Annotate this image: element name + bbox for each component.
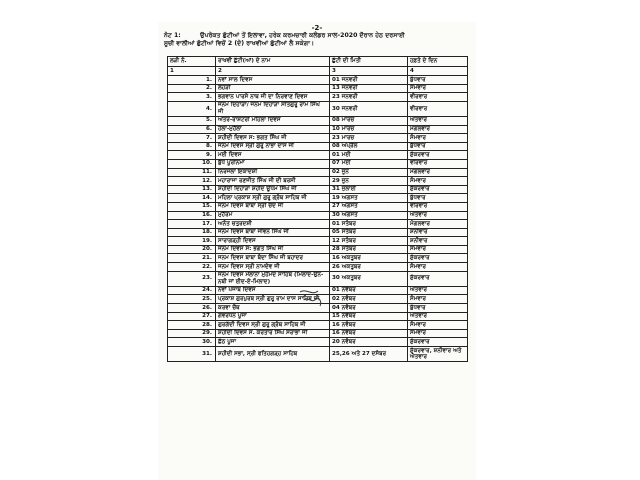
row-holiday-name: ਜਨਮ ਦਿਹਾੜਾ/ ਜਨਮ ਦਿਹਾੜਾ ਸਤਿਗੁਰੂ ਰਾਮ ਸਿੰਘ ਜੀ xyxy=(216,101,330,116)
row-holiday-name: ਸ਼ਹੀਦੀ ਸਭਾ, ਸ੍ਰੀ ਫਤਿਹਗੜ੍ਹ ਸਾਹਿਬ xyxy=(216,347,330,362)
row-date: 26 ਅਕਤੂਬਰ xyxy=(330,263,408,272)
note-line-1: ਉਪਰੋਕਤ ਛੁੱਟੀਆਂ ਤੋਂ ਇਲਾਵਾ, ਹਰੇਕ ਕਰਮਚਾਰੀ ਕਲੰਡਰ ਸਾਲ-2020 ਦੌਰਾਨ ਹੇਠ ਦਰਸਾਈ xyxy=(200,32,405,39)
row-holiday-name: ਸ਼ਹੀਦੀ ਦਿਵਸ ਸ: ਭਗਤ ਸਿੰਘ ਜੀ xyxy=(216,134,330,143)
table-row xyxy=(168,93,468,102)
table-row xyxy=(168,76,468,85)
table-row xyxy=(168,220,468,229)
table-row xyxy=(168,177,468,186)
row-weekday: ਵੀਰਵਾਰ xyxy=(408,93,468,102)
row-date: 31 ਜੁਲਾਈ xyxy=(330,185,408,194)
header-holiday-name: ਰਾਖਵੀਂ ਛੁੱਟੀ(ਆਂ) ਦੇ ਨਾਮ xyxy=(216,57,330,67)
row-holiday-name: ਜਨਮ ਦਿਵਸ ਸ੍ਰੀ ਗੁਰੂ ਨਾਭਾ ਦਾਸ ਜੀ xyxy=(216,142,330,151)
row-date: 20 ਨਵੰਬਰ xyxy=(330,338,408,347)
table-row xyxy=(168,347,468,362)
row-weekday: ਸੋਮਵਾਰ xyxy=(408,329,468,338)
row-weekday: ਸੋਮਵਾਰ xyxy=(408,245,468,254)
row-weekday: ਸੋਮਵਾਰ xyxy=(408,84,468,93)
row-date: 07 ਮਈ xyxy=(330,159,408,168)
row-date: 28 ਸਤੰਬਰ xyxy=(330,245,408,254)
row-weekday: ਐਤਵਾਰ xyxy=(408,286,468,295)
row-serial: 15. xyxy=(168,202,216,211)
table-row xyxy=(168,134,468,143)
row-holiday-name: ਅਨੰਤ ਚਤੁਰਦਸ਼ੀ xyxy=(216,220,330,229)
row-holiday-name: ਜਨਮ ਦਿਵਸ ਸ੍ਰੀ ਨਾਮਦੇਵ ਜੀ xyxy=(216,263,330,272)
row-date: 29 ਜੂਨ xyxy=(330,177,408,186)
page-number: -2- xyxy=(311,24,323,32)
column-number-row xyxy=(168,67,468,76)
table-row xyxy=(168,237,468,246)
handwritten-mark xyxy=(298,286,326,312)
row-date: 16 ਅਕਤੂਬਰ xyxy=(330,254,408,263)
row-date: 02 ਨਵੰਬਰ xyxy=(330,295,408,304)
table-row xyxy=(168,116,468,125)
row-serial: 30. xyxy=(168,338,216,347)
row-serial: 24. xyxy=(168,286,216,295)
row-weekday: ਸ਼ਨੀਵਾਰ xyxy=(408,228,468,237)
row-weekday: ਬੁੱਧਵਾਰ xyxy=(408,142,468,151)
row-serial: 21. xyxy=(168,254,216,263)
table-body xyxy=(168,76,468,362)
column-number: 4 xyxy=(408,67,468,76)
column-number: 1 xyxy=(168,67,216,76)
row-weekday: ਸ਼ੁੱਕਰਵਾਰ, ਸ਼ਨੀਵਾਰ ਅਤੇ ਐਤਵਾਰ xyxy=(408,347,468,362)
row-serial: 17. xyxy=(168,220,216,229)
row-weekday: ਬੁੱਧਵਾਰ xyxy=(408,194,468,203)
row-serial: 29. xyxy=(168,329,216,338)
row-serial: 2. xyxy=(168,84,216,93)
table-row xyxy=(168,125,468,134)
row-holiday-name: ਗੁਰਗੱਦੀ ਦਿਵਸ ਸ੍ਰੀ ਗੁਰੂ ਗ੍ਰੰਥ ਸਾਹਿਬ ਜੀ xyxy=(216,321,330,330)
row-date: 08 ਮਾਰਚ xyxy=(330,116,408,125)
note-paragraph xyxy=(164,32,472,48)
row-serial: 14. xyxy=(168,194,216,203)
row-serial: 1. xyxy=(168,76,216,85)
header-date: ਛੁੱਟੀ ਦੀ ਮਿਤੀ xyxy=(330,57,408,67)
row-date: 19 ਅਗਸਤ xyxy=(330,194,408,203)
table-row xyxy=(168,263,468,272)
row-holiday-name: ਮੁਹੱਰਮ xyxy=(216,211,330,220)
row-holiday-name: ਨਵਾਂ ਸਾਲ ਦਿਵਸ xyxy=(216,76,330,85)
row-serial: 31. xyxy=(168,347,216,362)
table-row xyxy=(168,245,468,254)
row-serial: 22. xyxy=(168,263,216,272)
restricted-holidays-table xyxy=(167,56,468,362)
row-weekday: ਮੰਗਲਵਾਰ xyxy=(408,125,468,134)
row-date: 16 ਨਵੰਬਰ xyxy=(330,329,408,338)
row-serial: 12. xyxy=(168,177,216,186)
row-serial: 28. xyxy=(168,321,216,330)
row-holiday-name: ਮਹਾਰਾਜਾ ਰਣਜੀਤ ਸਿੰਘ ਜੀ ਦੀ ਬਰਸੀ xyxy=(216,177,330,186)
row-holiday-name: ਮਈ ਦਿਵਸ xyxy=(216,151,330,160)
row-date: 01 ਮਈ xyxy=(330,151,408,160)
row-weekday: ਸ਼ੁੱਕਰਵਾਰ xyxy=(408,185,468,194)
row-date: 08 ਅਪ੍ਰੈਲ xyxy=(330,142,408,151)
table-row xyxy=(168,312,468,321)
row-weekday: ਵੀਰਵਾਰ xyxy=(408,202,468,211)
row-holiday-name: ਨਵਾਂ ਪੰਜਾਬ ਦਿਵਸ xyxy=(216,286,330,295)
row-date: 23 ਮਾਰਚ xyxy=(330,134,408,143)
row-date: 01 ਸਤੰਬਰ xyxy=(330,220,408,229)
row-weekday: ਮੰਗਲਵਾਰ xyxy=(408,168,468,177)
row-serial: 19. xyxy=(168,237,216,246)
table-row xyxy=(168,159,468,168)
row-date: 02 ਜੂਨ xyxy=(330,168,408,177)
row-holiday-name: ਹੋਲਾ-ਮੁਹੱਲਾ xyxy=(216,125,330,134)
row-weekday: ਵੀਰਵਾਰ xyxy=(408,159,468,168)
row-weekday: ਸ਼ੁੱਕਰਵਾਰ xyxy=(408,338,468,347)
row-serial: 26. xyxy=(168,304,216,313)
row-holiday-name: ਲੋਹੜੀ xyxy=(216,84,330,93)
table-row xyxy=(168,228,468,237)
row-date: 01 ਜਨਵਰੀ xyxy=(330,76,408,85)
table-header-row xyxy=(168,57,468,67)
row-serial: 3. xyxy=(168,93,216,102)
row-holiday-name: ਜਨਮ ਦਿਵਸ ਮੌਲਾਨਾ ਮੁਹੰਮਦ ਸਾਹਿਬ (ਮਿਲਾਦ-ਉਨ-ਨਬੀ ਜਾਂ ਈਦ-ਏ-ਮਿਲਾਦ) xyxy=(216,271,330,286)
row-weekday: ਸ਼ੁੱਕਰਵਾਰ xyxy=(408,271,468,286)
row-serial: 20. xyxy=(168,245,216,254)
row-weekday: ਐਤਵਾਰ xyxy=(408,116,468,125)
table-row xyxy=(168,168,468,177)
row-serial: 13. xyxy=(168,185,216,194)
table-row xyxy=(168,142,468,151)
row-weekday: ਸੋਮਵਾਰ xyxy=(408,134,468,143)
row-serial: 5. xyxy=(168,116,216,125)
row-weekday: ਸ਼ੁੱਕਰਵਾਰ xyxy=(408,254,468,263)
row-holiday-name: ਬੁੱਧ ਪੂਰਨਿਮਾ xyxy=(216,159,330,168)
note-label: ਨੋਟ 1: xyxy=(164,32,181,39)
row-weekday: ਮੰਗਲਵਾਰ xyxy=(408,220,468,229)
row-weekday: ਬੁੱਧਵਾਰ xyxy=(408,76,468,85)
row-serial: 8. xyxy=(168,142,216,151)
row-date: 16 ਨਵੰਬਰ xyxy=(330,321,408,330)
row-holiday-name: ਛੱਠ ਪੂਜਾ xyxy=(216,338,330,347)
row-weekday: ਸੋਮਵਾਰ xyxy=(408,295,468,304)
row-serial: 4. xyxy=(168,101,216,116)
table-row xyxy=(168,151,468,160)
row-holiday-name: ਜਨਮ ਦਿਵਸ ਬਾਬਾ ਸ੍ਰੀ ਚੰਦ ਜੀ xyxy=(216,202,330,211)
row-holiday-name: ਮਹਿਲਾ ਪ੍ਰਕਾਸ਼ ਸ੍ਰੀ ਗੁਰੂ ਗ੍ਰੰਥ ਸਾਹਿਬ ਜੀ xyxy=(216,194,330,203)
note-line-2: ਸੂਚੀ ਵਾਲੀਆਂ ਛੁੱਟੀਆਂ ਵਿਚੋਂ 2 (ਦੋ) ਰਾਖਵੀਆਂ ਛੁੱਟੀਆਂ ਲੈ ਸਕੇਗਾ। xyxy=(164,40,315,47)
table-row xyxy=(168,84,468,93)
row-serial: 9. xyxy=(168,151,216,160)
row-serial: 27. xyxy=(168,312,216,321)
table-row xyxy=(168,101,468,116)
row-holiday-name: ਜਨਮ ਦਿਵਸ ਸ: ਭਗਤ ਸਿੰਘ ਜੀ xyxy=(216,245,330,254)
row-date: 01 ਨਵੰਬਰ xyxy=(330,286,408,295)
table-row xyxy=(168,338,468,347)
row-weekday: ਸੋਮਵਾਰ xyxy=(408,177,468,186)
row-serial: 18. xyxy=(168,228,216,237)
table-row xyxy=(168,254,468,263)
row-serial: 7. xyxy=(168,134,216,143)
row-date: 13 ਜਨਵਰੀ xyxy=(330,84,408,93)
table-row xyxy=(168,202,468,211)
row-holiday-name: ਜਨਮ ਦਿਵਸ ਬਾਬਾ ਜੀਵਨ ਸਿੰਘ ਜੀ xyxy=(216,228,330,237)
table-row xyxy=(168,185,468,194)
header-weekday: ਹਫ਼ਤੇ ਦੇ ਦਿਨ xyxy=(408,57,468,67)
column-number: 3 xyxy=(330,67,408,76)
row-date: 30 ਜਨਵਰੀ xyxy=(330,101,408,116)
row-date: 05 ਸਤੰਬਰ xyxy=(330,228,408,237)
row-weekday: ਐਤਵਾਰ xyxy=(408,211,468,220)
row-holiday-name: ਸ਼ਹੀਦੀ ਦਿਵਸ ਸ. ਕਰਤਾਰ ਸਿੰਘ ਸਰਾਭਾ ਜੀ xyxy=(216,329,330,338)
row-serial: 23. xyxy=(168,271,216,286)
row-date: 27 ਅਗਸਤ xyxy=(330,202,408,211)
row-holiday-name: ਭਗਵਾਨ ਪਾਰਸੋ ਨਾਥ ਜੀ ਦਾ ਨਿਰਵਾਣ ਦਿਵਸ xyxy=(216,93,330,102)
row-weekday: ਬੁੱਧਵਾਰ xyxy=(408,304,468,313)
table-row xyxy=(168,329,468,338)
row-holiday-name: ਅੰਤਰ-ਰਾਸ਼ਟਰੀ ਮਹਿਲਾ ਦਿਵਸ xyxy=(216,116,330,125)
row-serial: 25. xyxy=(168,295,216,304)
scanned-page xyxy=(158,22,476,480)
row-date: 04 ਨਵੰਬਰ xyxy=(330,304,408,313)
row-date: 10 ਮਾਰਚ xyxy=(330,125,408,134)
row-serial: 6. xyxy=(168,125,216,134)
row-serial: 11. xyxy=(168,168,216,177)
row-date: 25,26 ਅਤੇ 27 ਦਸੰਬਰ xyxy=(330,347,408,362)
row-holiday-name: ਗੋਵਰਧਨ ਪੂਜਾ xyxy=(216,312,330,321)
row-holiday-name: ਸ਼ਹੀਦੀ ਦਿਹਾੜਾ ਸ਼ਹੀਦ ਊਧਮ ਸਿੰਘ ਜੀ xyxy=(216,185,330,194)
table-row xyxy=(168,211,468,220)
row-holiday-name: ਨਿਰਜਲਾ ਇਕਾਦਸ਼ੀ xyxy=(216,168,330,177)
row-holiday-name: ਪ੍ਰਕਾਸ਼ ਗੁਰਪੁਰਬ ਸ੍ਰੀ ਗੁਰੂ ਰਾਮ ਦਾਸ ਸਾਹਿਬ ਜੀ xyxy=(216,295,330,304)
header-serial: ਲੜੀ ਨੰ. xyxy=(168,57,216,67)
row-serial: 10. xyxy=(168,159,216,168)
column-number: 2 xyxy=(216,67,330,76)
row-date: 30 ਅਕਤੂਬਰ xyxy=(330,271,408,286)
row-date: 15 ਨਵੰਬਰ xyxy=(330,312,408,321)
row-weekday: ਸੋਮਵਾਰ xyxy=(408,321,468,330)
row-weekday: ਵੀਰਵਾਰ xyxy=(408,101,468,116)
row-weekday: ਸੋਮਵਾਰ xyxy=(408,263,468,272)
row-date: 12 ਸਤੰਬਰ xyxy=(330,237,408,246)
row-weekday: ਐਤਵਾਰ xyxy=(408,312,468,321)
table-row xyxy=(168,271,468,286)
row-holiday-name: ਜਨਮ ਦਿਵਸ ਬਾਬਾ ਬੰਦਾ ਸਿੰਘ ਜੀ ਬਹਾਦਰ xyxy=(216,254,330,263)
row-date: 30 ਅਗਸਤ xyxy=(330,211,408,220)
row-serial: 16. xyxy=(168,211,216,220)
row-holiday-name: ਕਰਵਾ ਚੌਥ xyxy=(216,304,330,313)
row-holiday-name: ਸਾਰਾਗੜ੍ਹੀ ਦਿਵਸ xyxy=(216,237,330,246)
table-row xyxy=(168,321,468,330)
row-weekday: ਸ਼ੁੱਕਰਵਾਰ xyxy=(408,151,468,160)
table-row xyxy=(168,194,468,203)
row-weekday: ਸ਼ਨੀਵਾਰ xyxy=(408,237,468,246)
row-date: 23 ਜਨਵਰੀ xyxy=(330,93,408,102)
